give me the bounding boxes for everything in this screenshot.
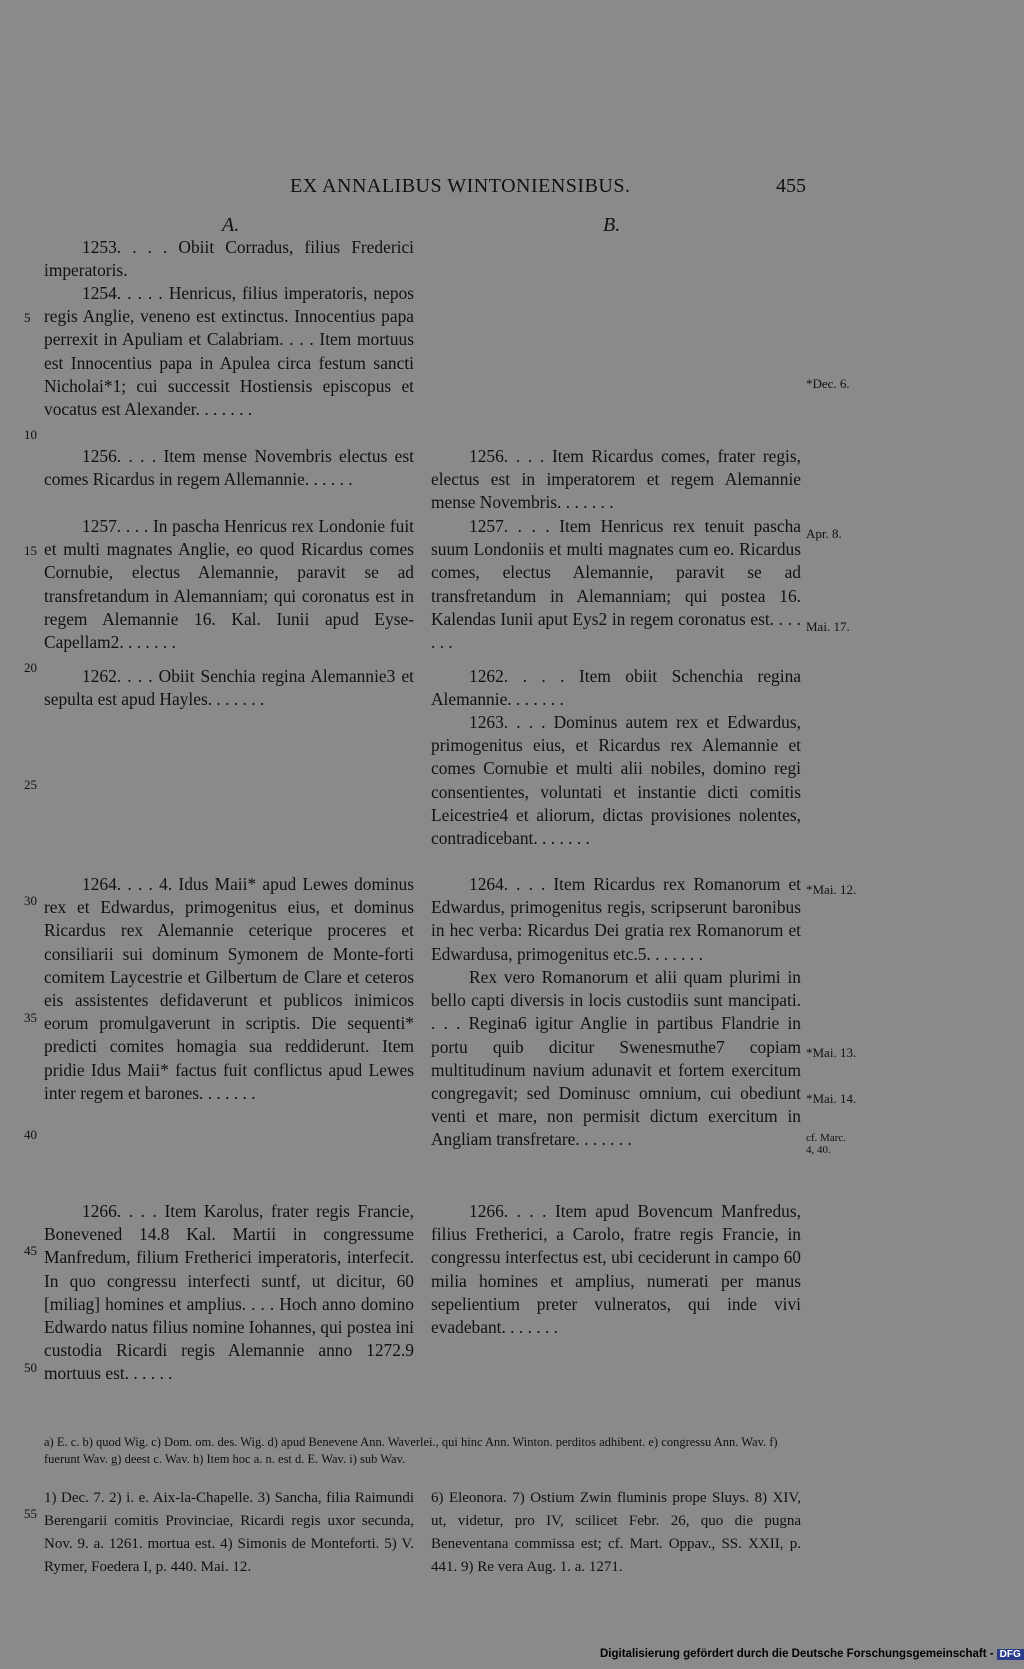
entry-b-1263: 1263. . . . Dominus autem rex et Edwardus, primogenitus eius, et Ricardus rex Alemannie et comes Cornubie et multi alii nobiles, domino regi consentientes, voluntati et instantie dicti comitis Leicestrie4 et aliorum, dictas provisiones nolentes, contradicebant. . . . . . . [431, 712, 801, 849]
entry-a-1256: 1256. . . . Item mense Novembris electus est comes Ricardus in regem Allemannie. . . . . . [44, 446, 414, 490]
footer-text: Digitalisierung gefördert durch die Deutsche Forschungsgemeinschaft - [600, 1648, 994, 1660]
running-header [0, 175, 1000, 205]
margin-date: cf. Marc. 4, 40. [806, 1132, 847, 1156]
entry-a-1254: 1254. . . . . Henricus, filius imperatoris, nepos regis Anglie, veneno est extinctus. Innocentius papa perrexit in Apuliam et Calabriam. . . . Item mortuus est Innocentius papa in Apulea circa festum sancti Nicholai*1; cui successit Hostiensis episcopus et vocatus est Alexander. . . . . . . [44, 283, 414, 420]
line-number: 20 [24, 660, 37, 675]
entry-b-1262: 1262. . . . Item obiit Schenchia regina Alemannie. . . . . . . [431, 666, 801, 710]
margin-date: Apr. 8. [806, 526, 842, 541]
page-number: 455 [776, 175, 806, 197]
margin-date: *Mai. 14. [806, 1091, 857, 1106]
dfg-logo: DFG [997, 1649, 1024, 1660]
line-number: 40 [24, 1127, 37, 1142]
textual-notes: a) E. c. b) quod Wig. c) Dom. om. des. Wig. d) apud Benevene Ann. Waverlei., qui hinc Ann. Winton. perditos adhibent. e) congressu Ann. Wav. f) fuerunt Wav. g) deest c. Wav. h) Item hoc a. n. est d. E. Wav. i) sub Wav. [44, 1435, 778, 1466]
entry-b-1264-cont: Rex vero Romanorum et alii quam plurimi in bello capti diversis in locis custodiis sunt mancipati. . . . Regina6 igitur Anglie in partibus Flandrie in portu quib dicitur Swenesmuthe7 copiam multitudinum navium adunavit et fortem exercitum congregavit; sed Dominusc omnium, cui obediunt venti et mare, non permisit dictum exercitum in Angliam transfretare. . . . . . . [431, 967, 801, 1150]
entry-b-1257: 1257. . . . Item Henricus rex tenuit pascha suum Londoniis et multi magnates cum eo. Ricardus comes, electus Alemannie, paravit se ad transfretandum in Alemanniam; qui postea 16. Kalendas Iunii aput Eys2 in regem coronatus est. . . . . . . [431, 516, 801, 653]
column-label-b: B. [603, 214, 621, 236]
footnotes-column-a: 1) Dec. 7. 2) i. e. Aix-la-Chapelle. 3) Sancha, filia Raimundi Berengarii comitis Provinciae, Ricardi regis uxor secunda, Nov. 9. a. 1261. mortua est. 4) Simonis de Monteforti. 5) V. Rymer, Foedera I, p. 440. Mai. 12. [44, 1490, 414, 1575]
line-number: 45 [24, 1243, 37, 1258]
line-number: 25 [24, 777, 37, 792]
page-title: EX ANNALIBUS WINTONIENSIBUS. [290, 175, 631, 197]
line-number: 30 [24, 893, 37, 908]
entry-a-1257: 1257. . . . In pascha Henricus rex Londonie fuit et multi magnates Anglie, eo quod Ricardus comes Cornubie, electus Alemannie, paravit se ad transfretandum in Alemanniam; qui coronatus est in regem Alemannie 16. Kal. Iunii apud Eyse-Capellam2. . . . . . . [44, 516, 414, 653]
entry-b-1256: 1256. . . . Item Ricardus comes, frater regis, electus est in imperatorem et regem Alemannie mense Novembris. . . . . . . [431, 446, 801, 513]
entry-b-1264: 1264. . . . Item Ricardus rex Romanorum et Edwardus, primogenitus regis, scripserunt baronibus in hec verba: Ricardus Dei gratia rex Romanorum et Edwardusa, primogenitus etc.5. . . . . . . [431, 874, 801, 964]
line-number: 10 [24, 427, 37, 442]
digitization-credit [600, 1648, 1021, 1660]
entry-a-1262: 1262. . . . Obiit Senchia regina Alemannie3 et sepulta est apud Hayles. . . . . . . [44, 666, 414, 710]
margin-date: Mai. 17. [806, 619, 850, 634]
line-number: 35 [24, 1010, 37, 1025]
entry-b-1266: 1266. . . . Item apud Bovencum Manfredus, filius Fretherici, a Carolo, fratre regis Francie, in congressu interfectus est, ubi ceciderunt in campo 60 milia homines et amplius, numerati per manus sepelientium preter vulneratos, qui inde vivi evadebant. . . . . . . [431, 1201, 801, 1338]
footnotes-column-b: 6) Eleonora. 7) Ostium Zwin fluminis prope Sluys. 8) XIV, ut, videtur, pro IV, scilicet Febr. 26, quo die pugna Beneventana commissa est; cf. Mart. Oppav., SS. XXII, p. 441. 9) Re vera Aug. 1. a. 1271. [431, 1490, 801, 1575]
column-label-a: A. [222, 214, 240, 236]
entry-a-1253: 1253. . . . Obiit Corradus, filius Frederici imperatoris. [44, 237, 414, 281]
line-number: 55 [24, 1506, 37, 1521]
entry-a-1266: 1266. . . . Item Karolus, frater regis Francie, Bonevened 14.8 Kal. Martii in congressume Manfredum, filium Fretherici imperatoris, interfecit. In quo congressu interfecti suntf, ut dicitur, 60 [miliag] homines et amplius. . . . Hoch anno domino Edwardo natus filius nomine Iohannes, qui postea ini custodia Ricardi regis Alemannie anno 1272.9 mortuus est. . . . . . [44, 1201, 414, 1384]
entry-a-1264: 1264. . . . 4. Idus Maii* apud Lewes dominus rex et Edwardus, primogenitus eius, et dominus Ricardus rex Alemannie ceterique proceres et consiliarii sui dominum Symonem de Monte-forti comitem Laycestrie et Gilbertum de Clare et ceteros eis assistentes defidaverunt et publicos inimicos eorum promulgaverunt in scriptis. Die sequenti* predicti comites homagia sua reddiderunt. Item pridie Idus Maii* factus fuit conflictus apud Lewes inter regem et barones. . . . . . . [44, 874, 414, 1103]
line-number: 5 [24, 310, 31, 325]
margin-date: *Mai. 12. [806, 882, 857, 897]
margin-date: *Dec. 6. [806, 376, 850, 391]
line-number: 15 [24, 543, 37, 558]
margin-date: *Mai. 13. [806, 1045, 857, 1060]
line-number: 50 [24, 1360, 37, 1375]
